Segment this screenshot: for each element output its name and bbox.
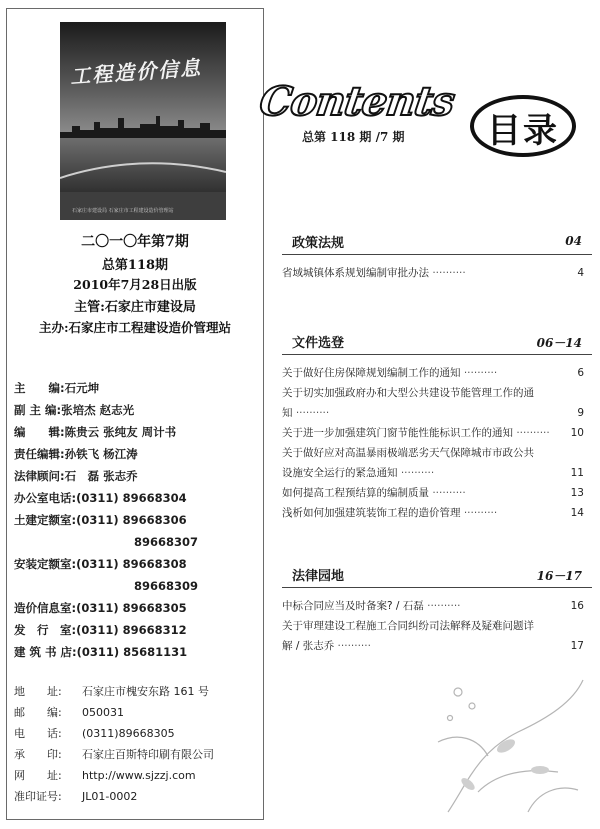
toc-section: [282, 332, 592, 523]
toc-page-number: 13: [570, 487, 584, 499]
staff-row: 造价信息室:(0311) 89668305: [14, 601, 187, 615]
toc-entry[interactable]: [282, 423, 592, 443]
toc-page-number: 17: [570, 640, 584, 652]
toc-entry-title: 中标合同应当及时备案? / 石磊: [282, 600, 424, 612]
toc-entry-line: 解 / 张志乔 ·········· 17: [282, 636, 592, 656]
issue-subtitle: 总第 118 期 /7 期: [302, 130, 405, 144]
section-page-range: 04: [565, 234, 582, 248]
toc-entry[interactable]: [282, 443, 592, 483]
address-value: 石家庄百斯特印刷有限公司: [82, 748, 214, 761]
toc-page-number: 4: [577, 267, 584, 279]
staff-row: 副 主 编:张培杰 赵志光: [14, 403, 135, 417]
cover-title: 工程造价信息: [69, 55, 203, 89]
staff-row: 89668307: [134, 535, 199, 549]
staff-row: 建 筑 书 店:(0311) 85681131: [14, 645, 188, 659]
toc-entry-title: 关于做好应对高温暴雨极端恶劣天气保障城市市政公共: [282, 447, 534, 459]
toc-entry-line: [282, 616, 592, 636]
staff-row: 主 编:石元坤: [14, 381, 100, 395]
cover-image: [60, 22, 226, 220]
section-header: [282, 565, 592, 588]
address-row: [14, 702, 262, 723]
address-label: 地 址:: [14, 685, 62, 698]
toc-entry-title: 设施安全运行的紧急通知: [282, 467, 398, 479]
toc-entry-title: 关于审理建设工程施工合同纠纷司法解释及疑难问题详: [282, 620, 534, 632]
mulu-text: 目录: [487, 111, 559, 151]
address-label: 电 话:: [14, 727, 62, 740]
address-row: [14, 765, 262, 786]
toc-page-number: 11: [570, 467, 584, 479]
address-value: 石家庄市槐安东路 161 号: [82, 685, 209, 698]
issue-supervisor: 主管:石家庄市建设局: [74, 300, 196, 315]
staff-row: 责任编辑:孙铁飞 杨江涛: [14, 447, 138, 461]
issue-date: 2010年7月28日出版: [73, 277, 197, 292]
address-label: 承 印:: [14, 748, 62, 761]
address-value: JL01-0002: [82, 790, 138, 803]
address-value[interactable]: http://www.sjzzj.com: [82, 769, 196, 782]
address-label: 准印证号:: [14, 790, 62, 803]
toc-entry-line: [282, 383, 592, 403]
toc-entry-line: 知 ·········· 9: [282, 403, 592, 423]
issue-sponsor: 主办:石家庄市工程建设造价管理站: [38, 320, 232, 335]
staff-row: 办公室电话:(0311) 89668304: [14, 491, 187, 505]
section-title: 法律园地: [292, 569, 345, 584]
toc-entry-line: 中标合同应当及时备案? / 石磊 ·········· 16: [282, 596, 592, 616]
address-row: [14, 723, 262, 744]
toc-page-number: 14: [570, 507, 584, 519]
address-row: [14, 681, 262, 702]
toc-entry-title: 如何提高工程预结算的编制质量: [282, 487, 429, 499]
section-header: [282, 332, 592, 355]
toc-page-number: 6: [577, 367, 584, 379]
toc-entry-line: 设施安全运行的紧急通知 ·········· 11: [282, 463, 592, 483]
toc-entry-line: 关于进一步加强建筑门窗节能性能标识工作的通知 ·········· 10: [282, 423, 592, 443]
toc-entry-title: 关于切实加强政府办和大型公共建设节能管理工作的通: [282, 387, 534, 399]
toc-section: [282, 232, 592, 283]
staff-row: 法律顾问:石 磊 张志乔: [14, 469, 138, 483]
staff-row: 编 辑:陈贵云 张纯友 周计书: [14, 425, 177, 439]
section-title: 文件选登: [292, 336, 345, 351]
toc-entry[interactable]: [282, 263, 592, 283]
address-label: 网 址:: [14, 769, 62, 782]
toc-entry[interactable]: [282, 596, 592, 616]
toc-entry[interactable]: [282, 616, 592, 656]
toc-entry-line: 如何提高工程预结算的编制质量 ·········· 13: [282, 483, 592, 503]
address-row: [14, 786, 262, 807]
toc-entry-title: 知: [282, 407, 293, 419]
address-value: (0311)89668305: [82, 727, 175, 740]
toc-entry-title: 关于进一步加强建筑门窗节能性能标识工作的通知: [282, 427, 513, 439]
toc-entry-line: 关于做好住房保障规划编制工作的通知 ·········· 6: [282, 363, 592, 383]
address-row: [14, 744, 262, 765]
toc-entry-title: 解 / 张志乔: [282, 640, 335, 652]
staff-list: [14, 377, 262, 663]
address-list: [14, 681, 262, 807]
staff-row: 土建定额室:(0311) 89668306: [14, 513, 187, 527]
section-header: [282, 232, 592, 255]
issue-year: 二〇一〇年第7期: [81, 234, 189, 250]
toc-page-number: 16: [570, 600, 584, 612]
staff-row: 发 行 室:(0311) 89668312: [14, 623, 187, 637]
section-page-range: 06－14: [536, 336, 582, 350]
toc-entry[interactable]: [282, 383, 592, 423]
staff-row: 安装定额室:(0311) 89668308: [14, 557, 187, 571]
toc-entry[interactable]: [282, 363, 592, 383]
mulu-badge: [470, 95, 576, 157]
toc-entry-line: 省域城镇体系规划编制审批办法 ·········· 4: [282, 263, 592, 283]
toc-entry[interactable]: [282, 503, 592, 523]
toc-entry-line: 浅析如何加强建筑装饰工程的造价管理 ·········· 14: [282, 503, 592, 523]
address-value: 050031: [82, 706, 124, 719]
toc-entry-title: 省域城镇体系规划编制审批办法: [282, 267, 429, 279]
floral-ornament-icon: [408, 672, 588, 822]
issue-total: 总第118期: [101, 258, 169, 273]
toc-page-number: 9: [577, 407, 584, 419]
toc-entry-title: 浅析如何加强建筑装饰工程的造价管理: [282, 507, 461, 519]
staff-row: 89668309: [134, 579, 199, 593]
cover-strip-text: 石家庄市建设局 石家庄市工程建设造价管理站: [72, 208, 174, 214]
toc-entry[interactable]: [282, 483, 592, 503]
toc-page-number: 10: [570, 427, 584, 439]
toc-entry-line: [282, 443, 592, 463]
address-label: 邮 编:: [14, 706, 62, 719]
section-title: 政策法规: [292, 236, 345, 251]
toc-entry-title: 关于做好住房保障规划编制工作的通知: [282, 367, 461, 379]
toc-section: [282, 565, 592, 656]
section-page-range: 16－17: [536, 569, 582, 583]
contents-logo: Contents: [256, 78, 457, 125]
